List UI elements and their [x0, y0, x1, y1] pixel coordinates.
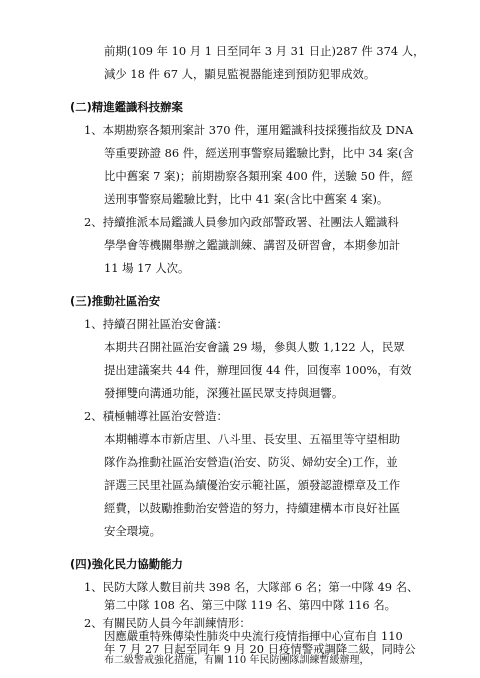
intro-line-1: 前期(109 年 10 月 1 日至同年 3 月 31 日止)287 件 374 人，	[104, 44, 425, 58]
section-3-heading: (三)推動社區治安	[70, 294, 161, 308]
section-3-item-2-line-3: 評選三民里社區為績優治安示範社區，頒發認證標章及工作	[104, 478, 401, 492]
section-4-item-2-line-1: 因應嚴重特殊傳染性肺炎中央流行疫情指揮中心宣布自 110	[104, 629, 403, 643]
section-2-heading: (二)精進鑑識科技辦案	[70, 100, 183, 114]
section-2-item-2-line-1: 2、持續推派本局鑑識人員參加內政部警政署、社團法人鑑識科	[84, 215, 399, 229]
section-3-item-2-line-2: 隊作為推動社區治安營造(治安、防災、婦幼安全)工作，並	[104, 455, 398, 469]
section-3-item-1-line-1: 本期共召開社區治安會議 29 場，參與人數 1,122 人，民眾	[104, 340, 405, 354]
section-3-item-1-line-2: 提出建議案共 44 件，辦理回復 44 件，回復率 100%，有效	[104, 363, 412, 377]
section-2-item-2-line-2: 學學會等機關舉辦之鑑識訓練、講習及研習會，本期參加計	[104, 238, 401, 252]
section-3-item-2-line-5: 安全環境。	[104, 524, 161, 538]
section-4-item-2-line-3: 布二級警戒強化措施，有關 110 年民防團隊訓練暫緩辦理，	[104, 655, 370, 666]
section-3-item-2-line-4: 經費，以鼓勵推動治安營造的努力，持續建構本市良好社區	[104, 501, 401, 515]
section-2-item-1-line-1: 1、本期勘察各類刑案計 370 件，運用鑑識科技採獲指紋及 DNA	[84, 123, 414, 137]
section-4-heading: (四)強化民力協勤能力	[70, 557, 183, 571]
section-4-item-1-line-1: 1、民防大隊人數目前共 398 名，大隊部 6 名；第一中隊 49 名、	[84, 580, 419, 594]
intro-line-2: 減少 18 件 67 人，顯見監視器能達到預防犯罪成效。	[104, 67, 376, 81]
section-3-item-1-title: 1、持續召開社區治安會議：	[84, 317, 228, 331]
section-3-item-1-line-3: 發揮雙向溝通功能，深獲社區民眾支持與迴響。	[104, 386, 344, 400]
section-4-item-2-line-2: 年 7 月 27 日起至同年 9 月 20 日疫情警戒調降二級，同時公	[104, 642, 416, 656]
section-2-item-1-line-4: 送刑事警察局鑑驗比對，比中 41 案(含比中舊案 4 案)。	[104, 192, 389, 206]
section-3-item-2-title: 2、積極輔導社區治安營造：	[84, 409, 228, 423]
section-4-item-1-line-2: 第二中隊 108 名、第三中隊 119 名、第四中隊 116 名。	[104, 598, 396, 612]
section-2-item-1-line-2: 等重要跡證 86 件，經送刑事警察局鑑驗比對，比中 34 案(含	[104, 146, 414, 160]
section-3-item-2-line-1: 本期輔導本市新店里、八斗里、長安里、五福里等守望相助	[104, 432, 401, 446]
section-4-item-2-title: 2、有關民防人員今年訓練情形：	[84, 616, 251, 630]
section-2-item-2-line-3: 11 場 17 人次。	[104, 261, 190, 275]
section-2-item-1-line-3: 比中舊案 7 案)；前期勘察各類刑案 400 件，送驗 50 件，經	[104, 169, 413, 183]
